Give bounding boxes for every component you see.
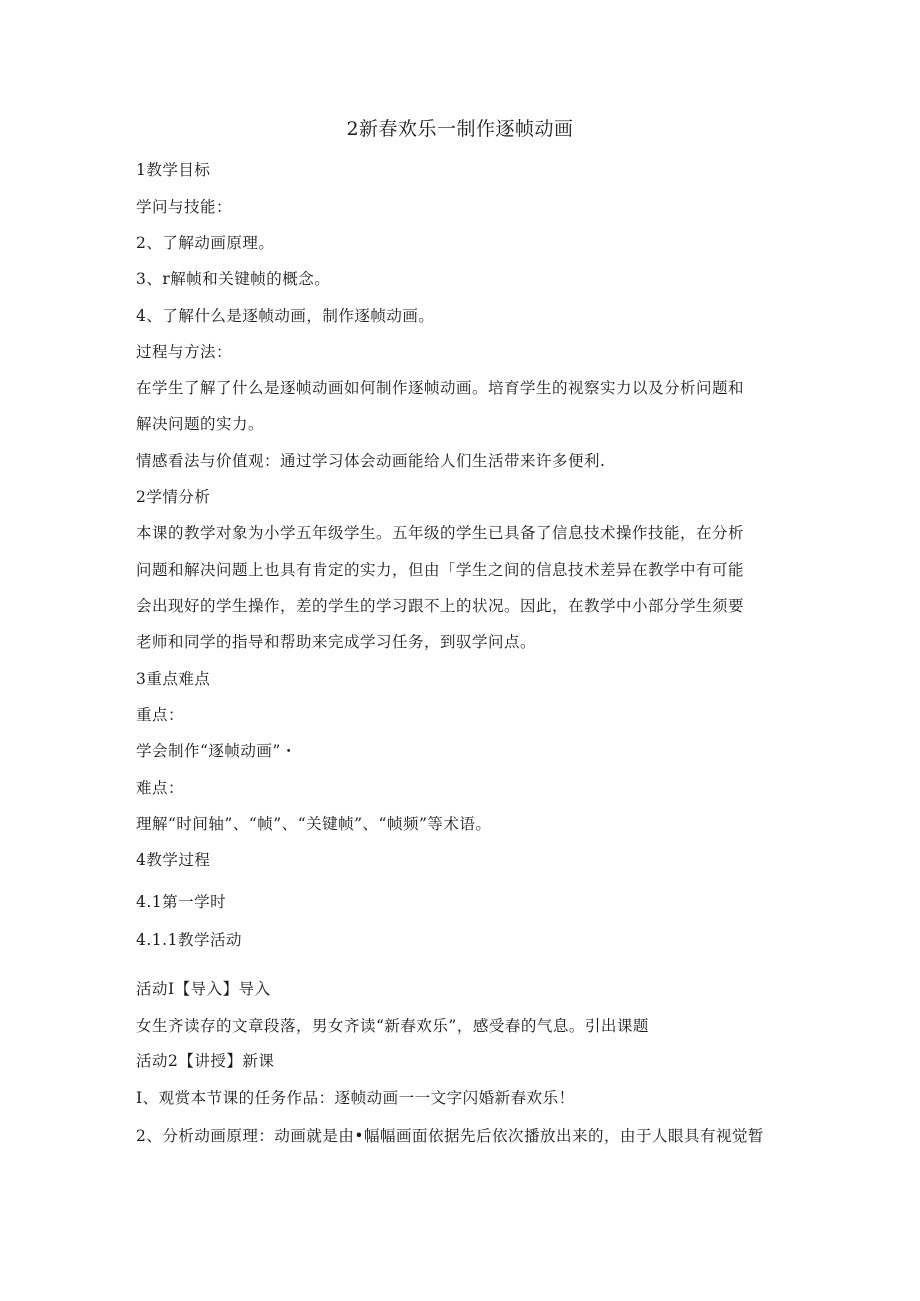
heading-teaching-activity: 4.1.1教学活动 (136, 931, 242, 949)
heading-key-points: 3重点难点 (136, 670, 211, 688)
paragraph-line: 过程与方法： (136, 343, 233, 361)
paragraph-line: 学问与技能： (136, 198, 233, 216)
paragraph-line: 情感看法与价值观：通过学习体会动画能给人们生活带来许多便利. (136, 452, 606, 470)
paragraph-line: 重点： (136, 706, 185, 724)
paragraph-line: 2、分析动画原理：动画就是由•幅幅画面依据先后依次播放出来的，由于人眼具有视觉暂 (136, 1127, 765, 1145)
paragraph-line: 3、r解帧和关键帧的概念。 (136, 270, 331, 288)
paragraph-line: 2、了解动画原理。 (136, 234, 275, 252)
document-title: 2新春欢乐一制作逐帧动画 (346, 118, 574, 140)
paragraph-line: 难点： (136, 779, 185, 797)
paragraph-line: 老师和同学的指导和帮助来完成学习任务，到驭学问点。 (136, 633, 537, 651)
paragraph-line: 解决问题的实力。 (136, 415, 265, 433)
heading-teaching-goals: 1教学目标 (136, 161, 211, 179)
paragraph-line: 本课的教学对象为小学五年级学生。五年级的学生已具备了信息技术操作技能，在分析 (136, 524, 745, 542)
paragraph-line: 女生齐读存的文章段落，男女齐读“新春欢乐”，感受春的气息。引出课题 (136, 1017, 649, 1035)
paragraph-line: 4、了解什么是逐帧动画，制作逐帧动画。 (136, 307, 435, 325)
paragraph-line: 会出现好的学生操作，差的学生的学习跟不上的状况。因此，在教学中小部分学生须要 (136, 597, 745, 615)
paragraph-line: 理解“时间轴”、“帧”、“关键帧”、“帧频”等术语。 (136, 815, 492, 833)
activity-heading: 活动2【讲授】新课 (136, 1052, 275, 1070)
paragraph-line: 问题和解决问题上也具有肯定的实力，但由「学生之间的信息技术差异在教学中有可能 (136, 561, 745, 579)
heading-first-period: 4.1第一学时 (136, 893, 227, 911)
activity-heading: 活动I【导入】导入 (136, 980, 271, 998)
paragraph-line: 学会制作“逐帧动画”・ (136, 742, 297, 760)
paragraph-line: I、观赏本节课的任务作品：逐帧动画一一文字闪婚新春欢乐！ (136, 1089, 575, 1107)
paragraph-line: 在学生了解了什么是逐帧动画如何制作逐帧动画。培育学生的视察实力以及分析问题和 (136, 379, 745, 397)
heading-learner-analysis: 2学情分析 (136, 488, 211, 506)
heading-teaching-process: 4教学过程 (136, 851, 211, 869)
